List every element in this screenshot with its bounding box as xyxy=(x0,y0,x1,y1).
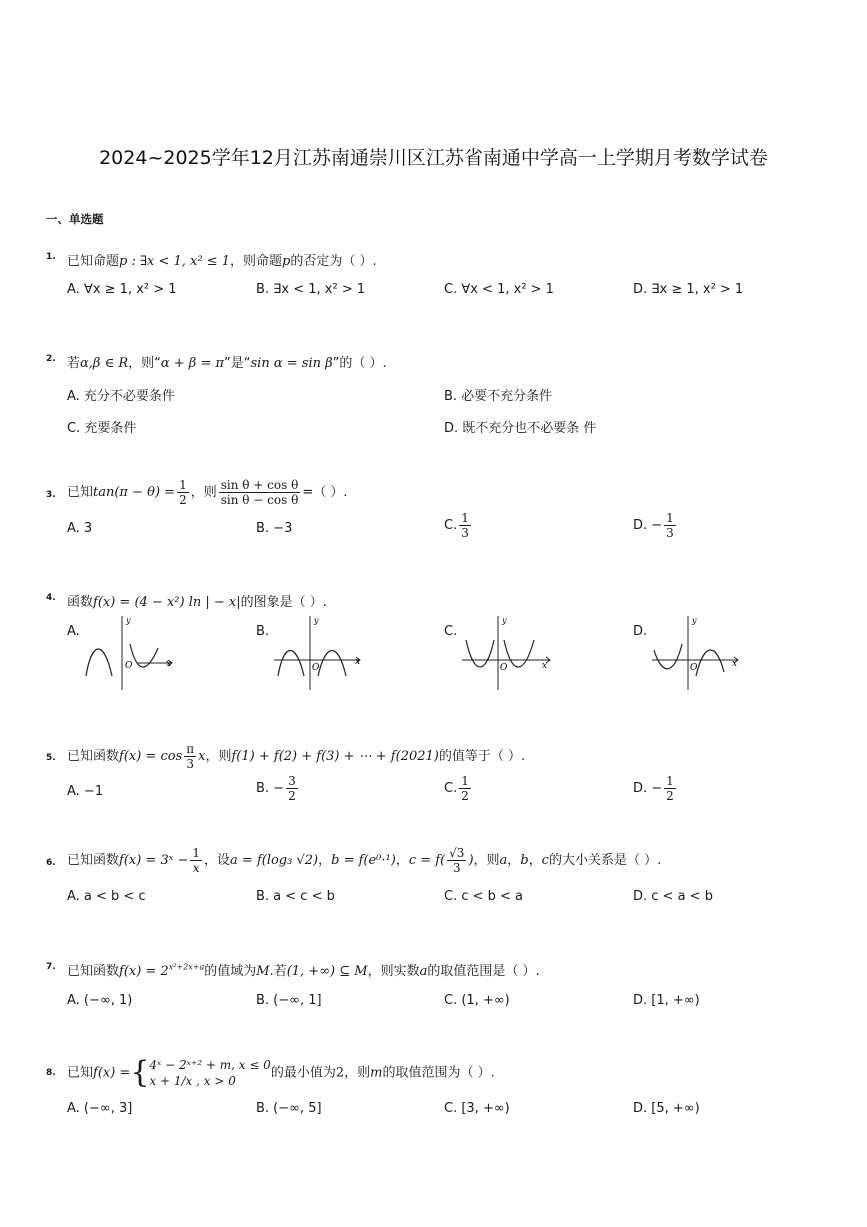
question-number: 3. xyxy=(46,490,56,500)
svg-text:y: y xyxy=(314,616,319,625)
question-number: 6. xyxy=(46,858,56,868)
fraction: $\frac{\text{sin θ + cos θ}}{\text{sin θ − cos θ}}$ xyxy=(220,478,299,507)
svg-text:O: O xyxy=(690,663,698,673)
option-d[interactable]: D. − $\frac{1}{3}$ xyxy=(633,511,674,540)
option-d[interactable]: D. [1, +∞) xyxy=(633,993,700,1008)
option-d[interactable]: D. − $\frac{1}{2}$ xyxy=(633,774,674,803)
option-d[interactable]: D. c < a < b xyxy=(633,889,713,904)
svg-text:y: y xyxy=(126,616,131,625)
graph-option-c[interactable] xyxy=(460,614,554,692)
svg-text:x: x xyxy=(542,661,548,671)
question-number: 1. xyxy=(46,252,56,262)
option-b[interactable]: B. (−∞, 1] xyxy=(256,993,322,1008)
question-stem: 已知f(x) ={ 4ˣ − 2ˣ⁺² + m, x ≤ 0 x + 1/x , x > 0 的最小值为2，则m的取值范围为（ ）. xyxy=(67,1055,495,1090)
option-b[interactable]: B. (−∞, 5] xyxy=(256,1101,322,1116)
option-c[interactable]: C. $\frac{1}{2}$ xyxy=(444,774,469,803)
option-a[interactable]: A. ∀x ≥ 1, x² > 1 xyxy=(67,282,177,297)
svg-text:O: O xyxy=(500,663,508,673)
graph-option-a[interactable] xyxy=(82,614,178,692)
question-number: 5. xyxy=(46,753,56,763)
option-d[interactable]: D. ∃x ≥ 1, x² > 1 xyxy=(633,282,744,297)
option-c[interactable]: C. [3, +∞) xyxy=(444,1101,510,1116)
option-d[interactable]: D. 既不充分也不必要条 件 xyxy=(444,421,597,436)
option-c[interactable]: C. $\frac{1}{3}$ xyxy=(444,511,469,540)
option-a[interactable]: A. xyxy=(67,624,80,639)
svg-text:x: x xyxy=(166,659,172,669)
option-b[interactable]: B. −3 xyxy=(256,521,293,536)
option-b[interactable]: B. ∃x < 1, x² > 1 xyxy=(256,282,366,297)
question-number: 4. xyxy=(46,593,56,603)
option-d[interactable]: D. xyxy=(633,624,648,639)
graph-option-b[interactable] xyxy=(272,614,364,692)
option-b[interactable]: B. − $\frac{3}{2}$ xyxy=(256,774,296,803)
option-a[interactable]: A. 充分不必要条件 xyxy=(67,389,175,404)
option-a[interactable]: A. 3 xyxy=(67,521,93,536)
svg-text:x: x xyxy=(355,657,361,667)
question-stem: 已知命题p : ∃x < 1, x² ≤ 1，则命题p的否定为（ ）. xyxy=(67,254,377,269)
option-d[interactable]: D. [5, +∞) xyxy=(633,1101,700,1116)
graph-option-d[interactable] xyxy=(650,614,742,692)
fraction: $\frac{1}{2}$ xyxy=(179,478,187,507)
piecewise-cases: 4ˣ − 2ˣ⁺² + m, x ≤ 0 x + 1/x , x > 0 xyxy=(149,1058,271,1088)
option-b[interactable]: B. xyxy=(256,624,270,639)
question-stem: 已知函数f(x) = 3ˣ − $\frac{1}{x}$ ，设a = f(log₃ √2)，b = f(e⁰·¹)，c = f( $\frac{√3}{3}$ )，则a，b，c的大小关系是（ ）. xyxy=(67,846,662,875)
option-a[interactable]: A. −1 xyxy=(67,784,104,799)
option-c[interactable]: C. ∀x < 1, x² > 1 xyxy=(444,282,554,297)
page-title: 2024~2025学年12月江苏南通崇川区江苏省南通中学高一上学期月考数学试卷 xyxy=(99,147,768,169)
question-number: 2. xyxy=(46,354,56,364)
svg-text:O: O xyxy=(125,661,133,671)
option-b[interactable]: B. a < c < b xyxy=(256,889,335,904)
question-stem: 函数f(x) = (4 − x²) ln | − x|的图象是（ ）. xyxy=(67,595,327,610)
option-c[interactable]: C. (1, +∞) xyxy=(444,993,510,1008)
option-c[interactable]: C. 充要条件 xyxy=(67,421,137,436)
question-number: 8. xyxy=(46,1068,56,1078)
question-stem: 已知tan(π − θ) = $\frac{1}{2}$ ，则 $\frac{\text{sin θ + cos θ}}{\text{sin θ − cos θ}}$ =（ ）. xyxy=(67,478,348,507)
question-stem: 已知函数$f(x) = 2^{x^2+2x+a}$的值域为M.若(1, +∞) ⊆ M，则实数a的取值范围是（ ）. xyxy=(67,962,540,979)
svg-text:x: x xyxy=(732,659,738,669)
svg-text:O: O xyxy=(312,663,320,673)
svg-text:y: y xyxy=(692,616,697,625)
question-stem: 已知函数f(x) = cos $\frac{\pi}{3}$ x，则f(1) + f(2) + f(3) + ⋯ + f(2021)的值等于（ ）. xyxy=(67,742,526,771)
option-c[interactable]: C. xyxy=(444,624,458,639)
option-a[interactable]: A. (−∞, 3] xyxy=(67,1101,133,1116)
option-b[interactable]: B. 必要不充分条件 xyxy=(444,389,553,404)
option-a[interactable]: A. a < b < c xyxy=(67,889,146,904)
question-stem: 若α,β ∈ R，则“α + β = π”是“sin α = sin β”的（ ）. xyxy=(67,356,387,371)
question-number: 7. xyxy=(46,962,56,972)
section-heading: 一、单选题 xyxy=(46,212,104,226)
option-c[interactable]: C. c < b < a xyxy=(444,889,524,904)
svg-text:y: y xyxy=(502,616,507,625)
option-a[interactable]: A. (−∞, 1) xyxy=(67,993,133,1008)
